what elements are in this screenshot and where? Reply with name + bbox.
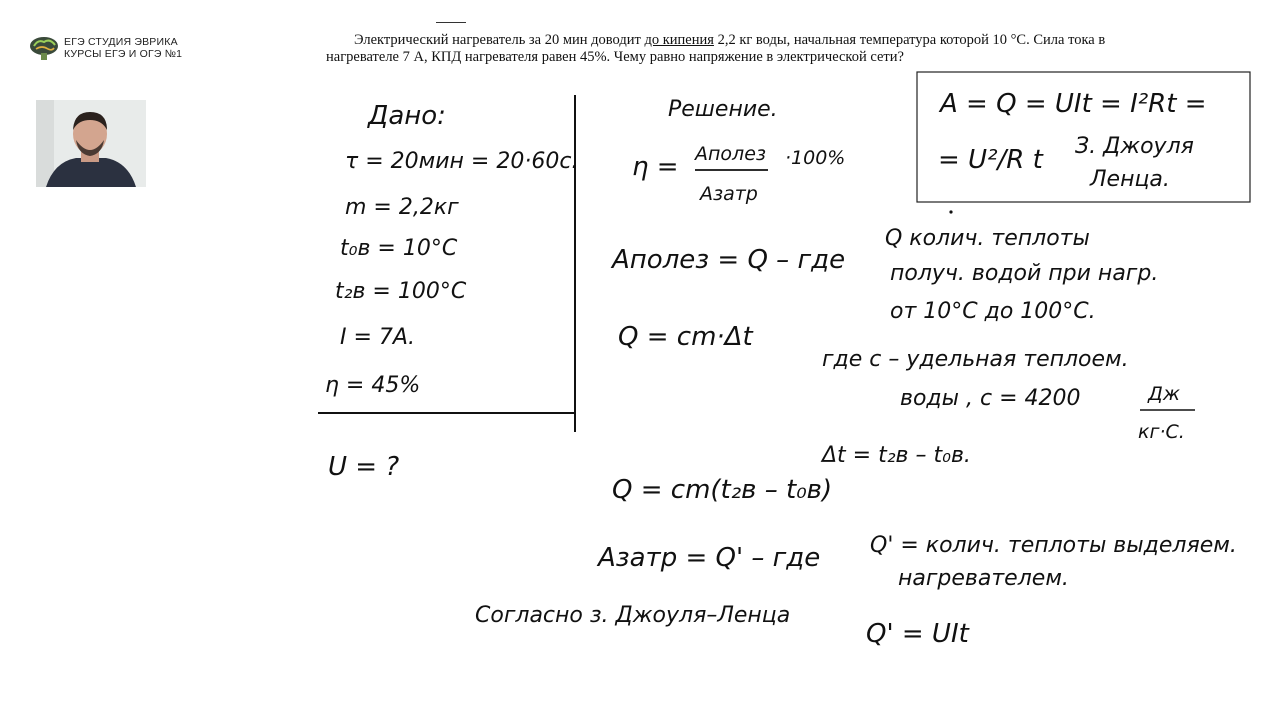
q-prime-formula: Q' = UIt xyxy=(866,619,969,649)
c-unit-numerator: Дж xyxy=(1148,383,1180,405)
c-unit-denominator: кг·С. xyxy=(1138,421,1185,443)
eta-lhs: η = xyxy=(632,152,679,182)
stray-dot xyxy=(949,210,952,213)
given-item-current: I = 7А. xyxy=(340,325,415,350)
problem-text-2: 2,2 кг воды, начальная температура которой 10 °С. Сила тока в нагревателе 7 А, КПД нагревателя равен 45%. Чему равно напряжение в электрической сети? xyxy=(326,32,1106,65)
box-formula-line2: = U²/R t xyxy=(938,145,1043,175)
eta-denominator: Aзатр xyxy=(700,183,758,205)
a-spent-note-2: нагревателем. xyxy=(898,566,1069,591)
given-item-time: τ = 20мин = 20·60с. xyxy=(345,149,579,174)
q-formula: Q = cm·Δt xyxy=(618,322,753,352)
find-unknown: U = ? xyxy=(328,452,400,482)
given-item-efficiency: η = 45% xyxy=(325,373,421,398)
joule-lenz-statement: Согласно з. Джоуля–Ленца xyxy=(475,603,791,628)
given-item-t2: t₂в = 100°С xyxy=(335,279,467,304)
delta-t-formula: Δt = t₂в – t₀в. xyxy=(822,443,971,468)
box-formula-line1: A = Q = UIt = I²Rt = xyxy=(940,89,1207,119)
c-note-2: воды , с = 4200 xyxy=(900,386,1081,411)
q-full-formula: Q = cm(t₂в – t₀в) xyxy=(612,475,833,505)
box-note-lenz: Ленца. xyxy=(1090,167,1170,192)
problem-underlined: до кипения xyxy=(644,32,714,48)
solution-title: Решение. xyxy=(668,97,778,122)
given-item-t0: t₀в = 10°С xyxy=(340,236,458,261)
c-note-1: где с – удельная теплоем. xyxy=(822,347,1129,372)
a-spent-note-1: Q' = колич. теплоты выделяем. xyxy=(870,533,1237,558)
box-note-joule: З. Джоуля xyxy=(1075,134,1194,159)
a-useful-note-3: от 10°С до 100°С. xyxy=(890,299,1096,324)
brand-line-2: КУРСЫ ЕГЭ И ОГЭ №1 xyxy=(64,48,183,60)
eta-numerator: Aполез xyxy=(695,143,766,165)
given-item-mass: m = 2,2кг xyxy=(345,195,459,220)
eta-rhs: ·100% xyxy=(785,147,846,169)
a-useful-note-1: Q колич. теплоты xyxy=(885,226,1090,251)
problem-text-1: Электрический нагреватель за 20 мин доводит xyxy=(354,32,645,48)
a-useful-note-2: получ. водой при нагр. xyxy=(890,261,1159,286)
given-title: Дано: xyxy=(368,101,446,131)
brand-line-1: ЕГЭ СТУДИЯ ЭВРИКА xyxy=(64,36,178,48)
a-useful-formula: Aполез = Q – где xyxy=(612,245,846,275)
a-spent-formula: Aзатр = Q' – где xyxy=(598,543,821,573)
